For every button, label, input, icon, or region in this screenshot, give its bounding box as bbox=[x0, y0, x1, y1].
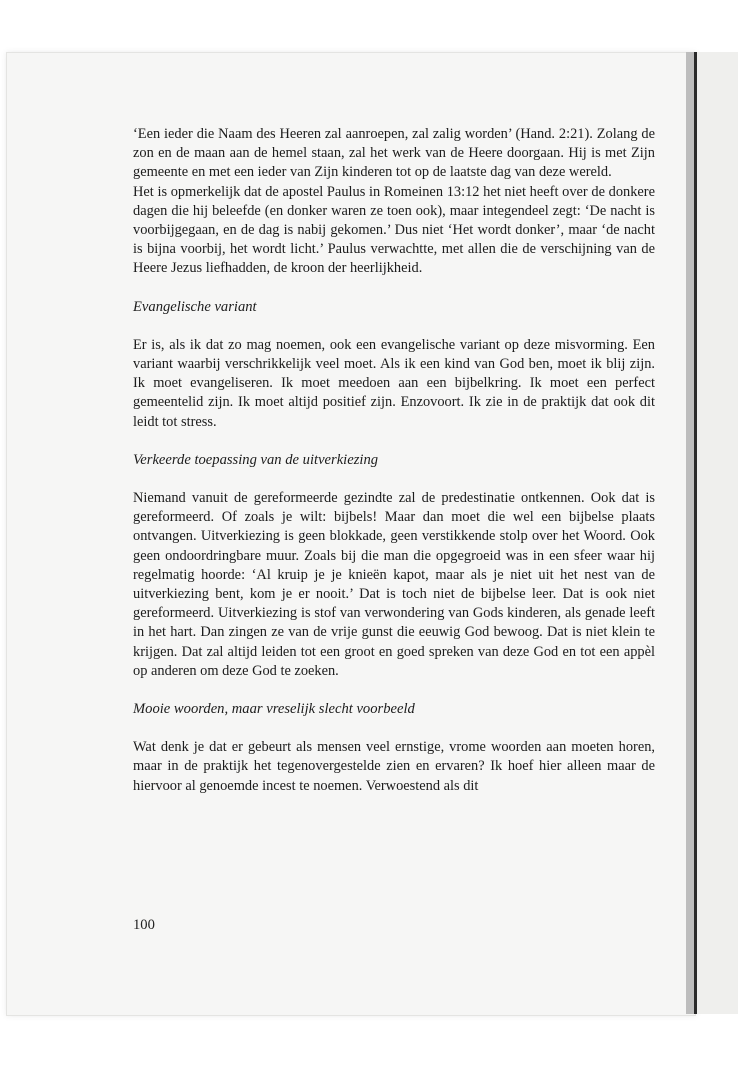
adjacent-page-edge bbox=[697, 52, 738, 1014]
section-heading-mooie-woorden: Mooie woorden, maar vreselijk slecht voorbeeld bbox=[133, 701, 415, 718]
paragraph-evangelische-variant: Er is, als ik dat zo mag noemen, ook een evangelische variant op deze misvorming. Een variant waarbij verschrikkelijk veel moet. Als ik een kind van God ben, moet ik blij zijn. Ik moet evangeliseren. Ik moet meedoen aan een bijbelkring. Ik moet een perfect gemeentelid zijn. Ik moet altijd positief zijn. Enzovoort. Ik zie in de praktijk dat ook dit leidt tot stress. bbox=[133, 336, 655, 430]
paragraph-hand-2-21: ‘Een ieder die Naam des Heeren zal aanroepen, zal zalig worden’ (Hand. 2:21). Zolang de zon en de maan aan de hemel staan, zal het werk van de Heere doorgaan. Hij is met Zijn gemeente en met een ieder van Zijn kinderen tot op de laatste dag van deze wereld. bbox=[133, 126, 655, 181]
paragraph-romeinen-13-12: Het is opmerkelijk dat de apostel Paulus in Romeinen 13:12 het niet heeft over de donkere dagen die hij beleefde (en donker waren ze toen ook), maar integendeel zegt: ‘De nacht is voorbijgegaan, en de dag is nabij gekomen.’ Dus niet ‘Het wordt donker’, maar ‘de nacht is bijna voorbij, het wordt licht.’ Paulus verwachtte, met allen die de verschijning van de Heere Jezus liefhadden, de kroon der heerlijkheid. bbox=[133, 183, 655, 277]
section-heading-uitverkiezing: Verkeerde toepassing van de uitverkiezing bbox=[133, 451, 379, 468]
page-body-text bbox=[133, 125, 655, 796]
paragraph-uitverkiezing: Niemand vanuit de gereformeerde gezindte zal de predestinatie ontkennen. Ook dat is gereformeerd. Of zoals je wilt: bijbels! Maar dan moet die wel een bijbelse plaats ontvangen. Uitverkiezing is geen blokkade, geen verstikkende stolp over het Woord. Ook geen ondoordringbare muur. Zoals bij die man die opgegroeid was in een sfeer waar hij regelmatig hoorde: ‘Al kruip je je knieën kapot, maar als je niet uit het nest van de uitverkiezing bent, kom je er nooit.’ Dat is toch niet de bijbelse leer. Dat is ook niet gereformeerd. Uitverkiezing is stof van verwondering van Gods kinderen, als genade leeft in het hart. Dan zingen ze van de vrije gunst die eeuwig God bewoog. Dat is niet klein te krijgen. Dat zal altijd leiden tot een groot en goed spreken van deze God en tot een appèl op anderen om deze God te zoeken. bbox=[133, 490, 655, 679]
section-heading-evangelische-variant: Evangelische variant bbox=[133, 298, 257, 315]
paragraph-mooie-woorden: Wat denk je dat er gebeurt als mensen veel ernstige, vrome woorden aan moeten horen, maar in de praktijk het tegenovergestelde zien en ervaren? Ik hoef hier alleen maar de hiervoor al genoemde incest te noemen. Verwoestend als dit bbox=[133, 739, 655, 794]
page-edge-shadow bbox=[686, 52, 694, 1014]
page-number: 100 bbox=[133, 917, 155, 933]
